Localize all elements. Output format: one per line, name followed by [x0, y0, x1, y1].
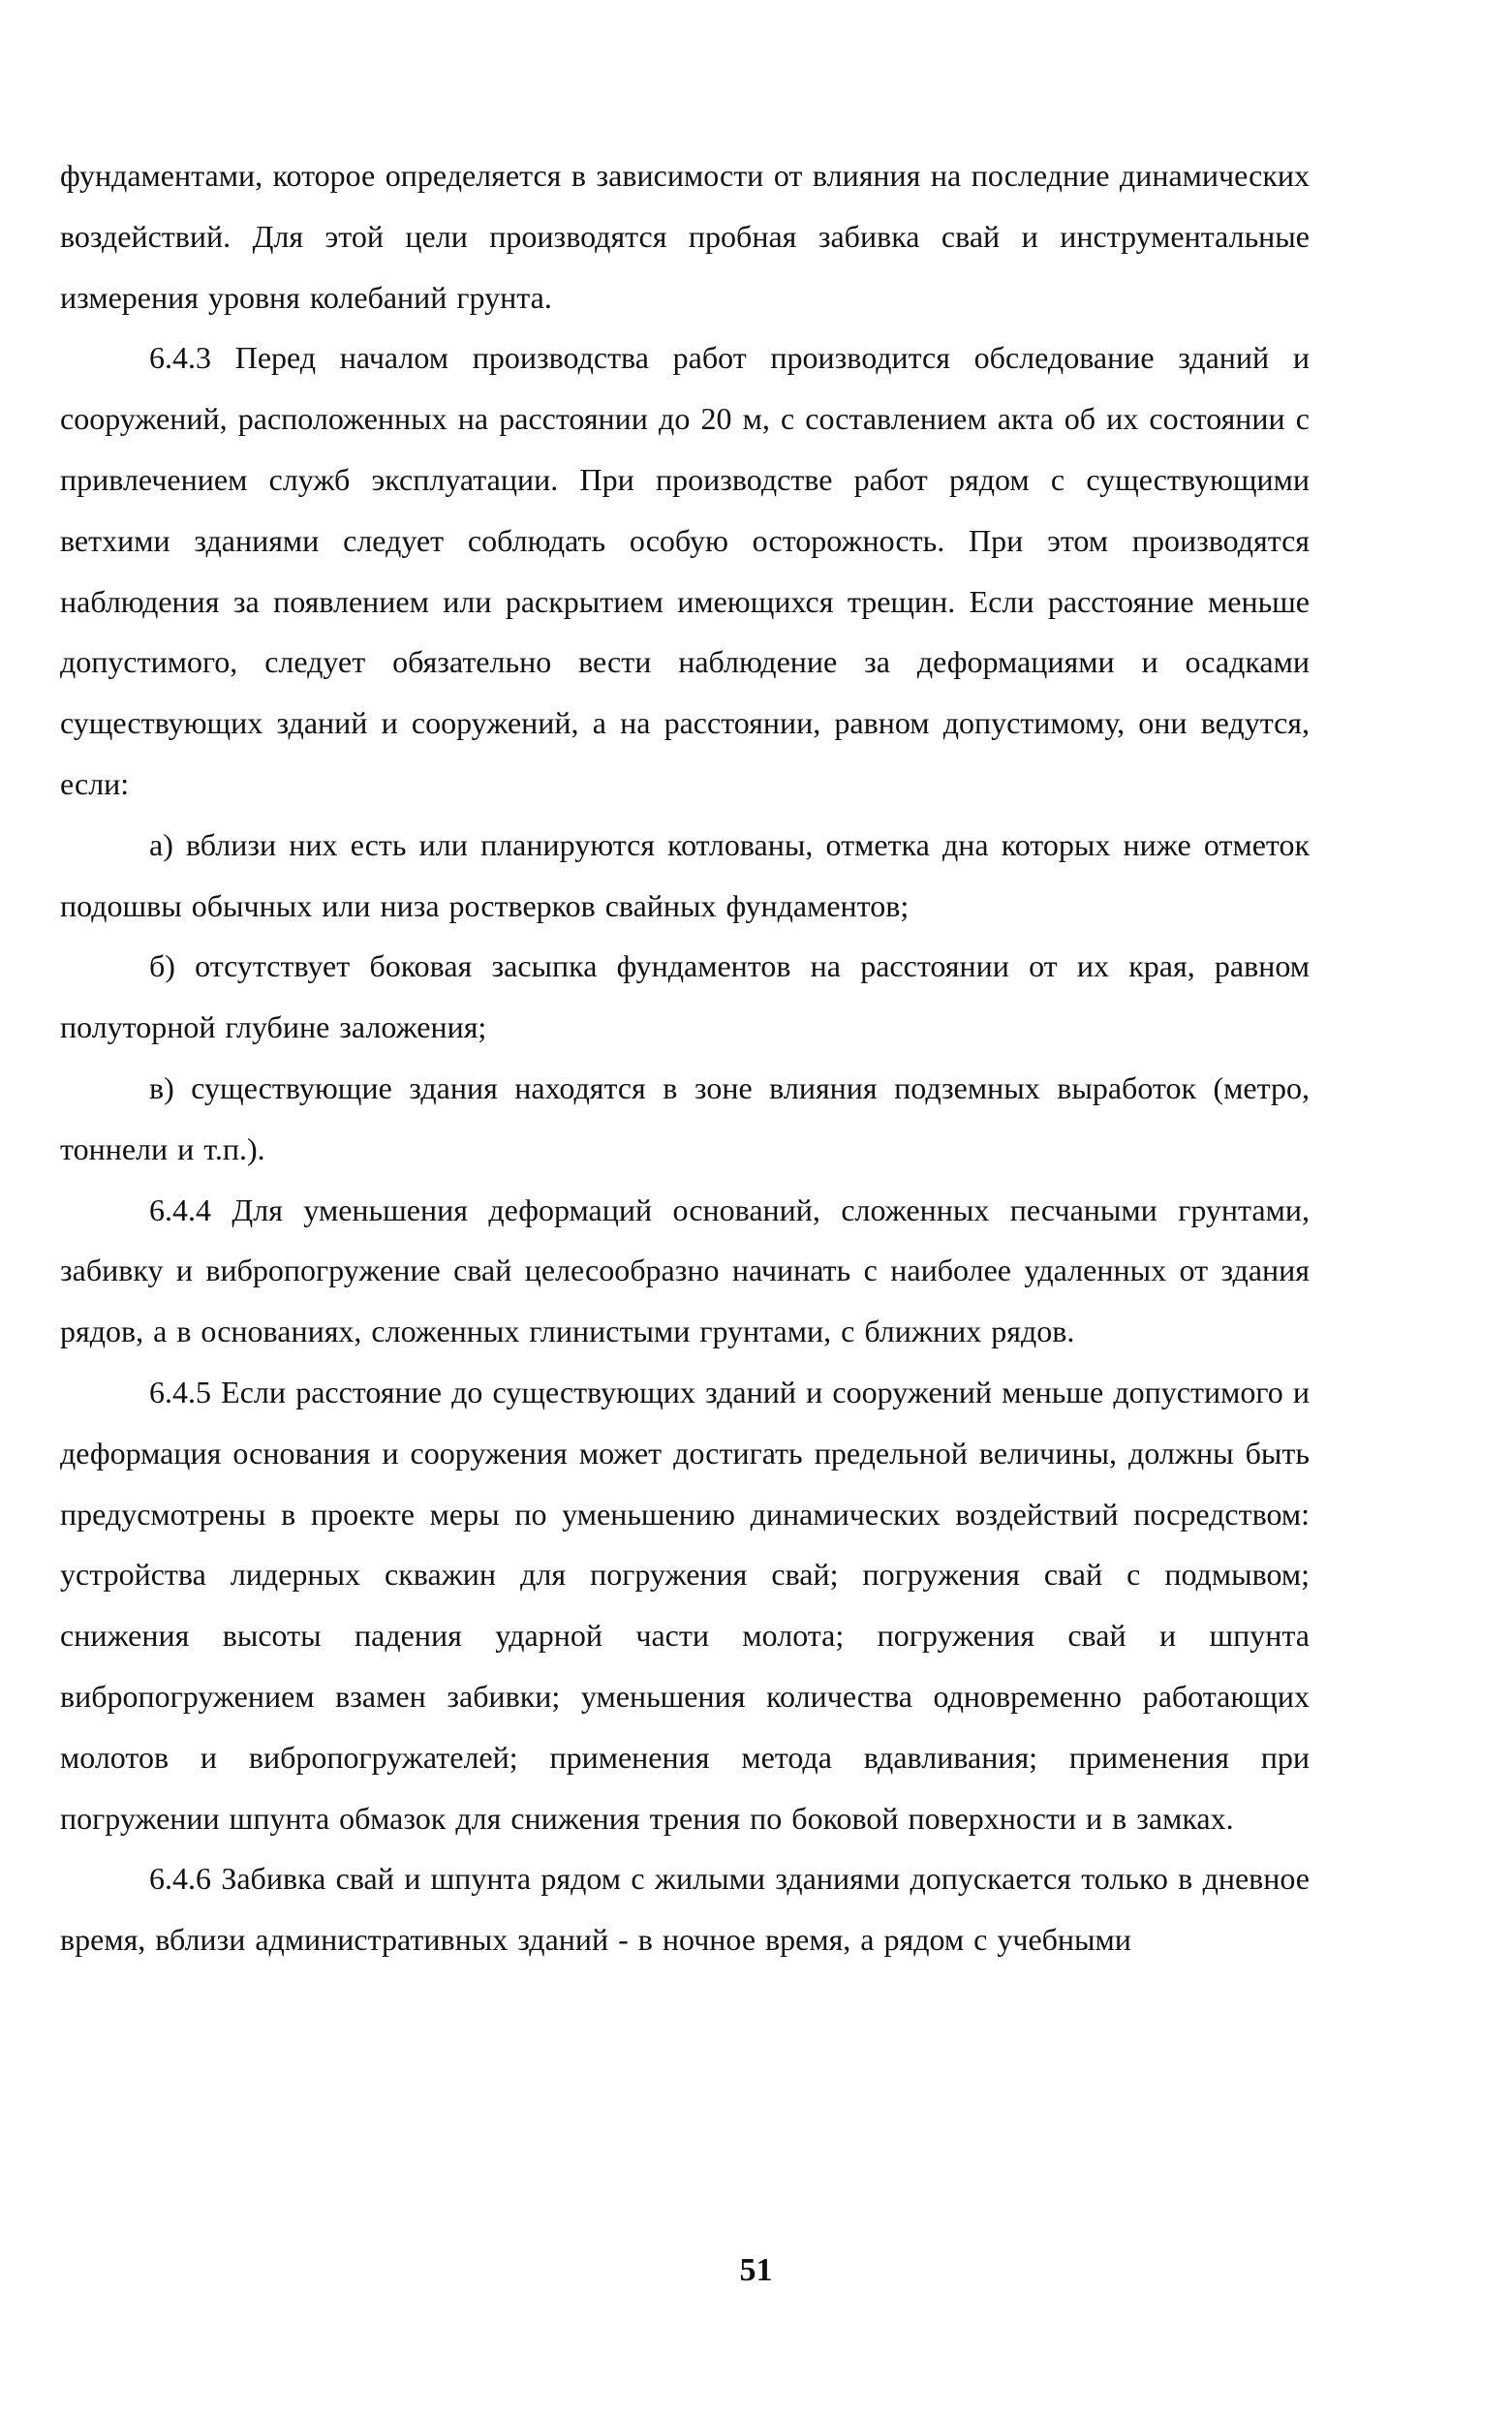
list-item-v: в) существующие здания находятся в зоне влияния подземных выработок (метро, тоннели и т.п.). [60, 1069, 1310, 1166]
body-text [60, 145, 1310, 1970]
paragraph-6-4-3: 6.4.3 Перед началом производства работ производится обследование зданий и сооружений, расположенных на расстоянии до 20 м, с составлением акта об их состоянии с привлечением служб эксплуатации. При производстве работ рядом с существующими ветхими зданиями следует соблюдать особую осторожность. При этом производятся наблюдения за появлением или раскрытием имеющихся трещин. Если расстояние меньше допустимого, следует обязательно вести наблюдение за деформациями и осадками существующих зданий и сооружений, а на расстоянии, равном допустимому, они ведутся, если: [60, 340, 1310, 801]
list-item-b: б) отсутствует боковая засыпка фундаментов на расстоянии от их края, равном полуторной глубине заложения; [60, 948, 1310, 1045]
paragraph-6-4-6: 6.4.6 Забивка свай и шпунта рядом с жилыми зданиями допускается только в дневное время, вблизи административных зданий - в ночное время, а рядом с учебными [60, 1861, 1310, 1958]
paragraph-continuation: фундаментами, которое определяется в зависимости от влияния на последние динамических воздействий. Для этой цели производятся пробная забивка свай и инструментальные измерения уровня колебаний грунта. [60, 158, 1310, 315]
paragraph-6-4-5: 6.4.5 Если расстояние до существующих зданий и сооружений меньше допустимого и деформация основания и сооружения может достигать предельной величины, должны быть предусмотрены в проекте меры по уменьшению динамических воздействий посредством: устройства лидерных скважин для погружения свай; погружения свай с подмывом; снижения высоты падения ударной части молота; погружения свай и шпунта вибропогружением взамен забивки; уменьшения количества одновременно работающих молотов и вибропогружателей; применения метода вдавливания; применения при погружении шпунта обмазок для снижения трения по боковой поверхности и в замках. [60, 1374, 1310, 1836]
paragraph-6-4-4: 6.4.4 Для уменьшения деформаций оснований, сложенных песчаными грунтами, забивку и вибропогружение свай целесообразно начинать с наиболее удаленных от здания рядов, а в основаниях, сложенных глинистыми грунтами, с ближних рядов. [60, 1192, 1310, 1349]
page-number: 51 [739, 2252, 773, 2288]
list-item-a: а) вблизи них есть или планируются котлованы, отметка дна которых ниже отметок подошвы обычных или низа ростверков свайных фундаментов; [60, 826, 1310, 923]
